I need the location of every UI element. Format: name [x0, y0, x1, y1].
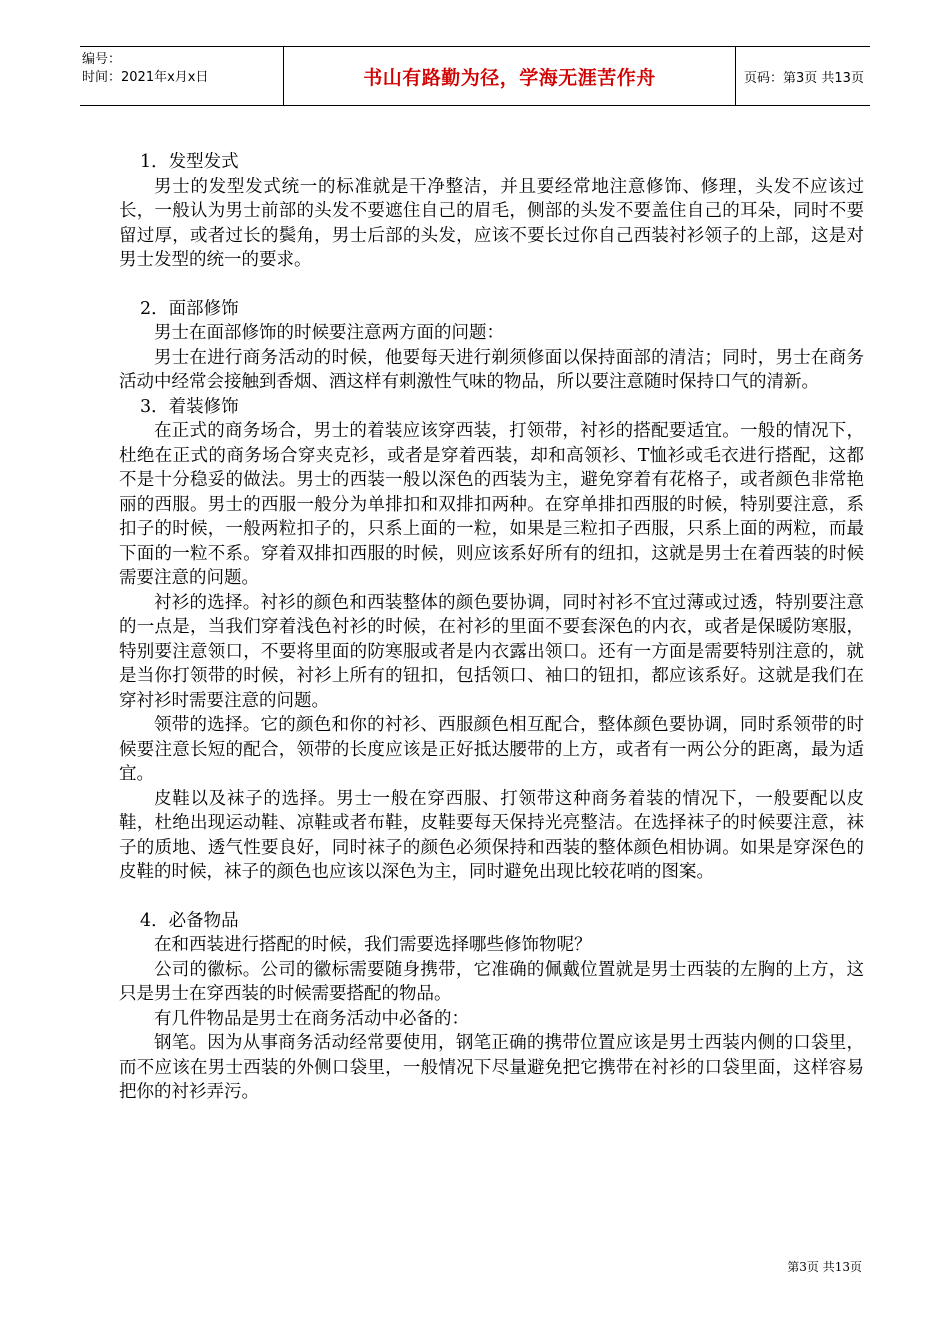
header-motto: 书山有路勤为径，学海无涯苦作舟	[284, 47, 736, 105]
page-footer: 第3页 共13页	[787, 1260, 862, 1274]
section-heading: 3．着装修饰	[140, 396, 239, 417]
paragraph-gap	[119, 273, 864, 297]
paragraph: 皮鞋以及袜子的选择。男士一般在穿西服、打领带这种商务着装的情况下，一般要配以皮鞋，杜绝出现运动鞋、凉鞋或者布鞋，皮鞋要每天保持光亮整洁。在选择袜子的时候要注意，袜子的质地、透气性要良好，同时袜子的颜色必须保持和西装的整体颜色相协调。如果是穿深色的皮鞋的时候，袜子的颜色也应该以深色为主，同时避免出现比较花哨的图案。	[119, 788, 864, 882]
paragraph: 有几件物品是男士在商务活动中必备的：	[154, 1008, 469, 1029]
paragraph: 男士的发型发式统一的标准就是干净整洁，并且要经常地注意修饰、修理，头发不应该过长，一般认为男士前部的头发不要遮住自己的眉毛，侧部的头发不要盖住自己的耳朵，同时不要留过厚，或者过长的鬓角，男士后部的头发，应该不要长过你自己西装衬衫领子的上部，这是对男士发型的统一的要求。	[119, 176, 864, 270]
section-heading: 4．必备物品	[140, 910, 239, 931]
paragraph: 在正式的商务场合，男士的着装应该穿西装，打领带，衬衫的搭配要适宜。一般的情况下，杜绝在正式的商务场合穿夹克衫，或者是穿着西装，却和高领衫、T恤衫或毛衣进行搭配，这都不是十分稳妥的做法。男士的西装一般以深色的西装为主，避免穿着有花格子，或者颜色非常艳丽的西服。男士的西服一般分为单排扣和双排扣两种。在穿单排扣西服的时候，特别要注意，系扣子的时候，一般两粒扣子的，只系上面的一粒，如果是三粒扣子西服，只系上面的两粒，而最下面的一粒不系。穿着双排扣西服的时候，则应该系好所有的纽扣，这就是男士在着西装的时候需要注意的问题。	[119, 421, 864, 588]
document-time-label: 时间：2021年x月x日	[82, 70, 209, 85]
paragraph: 男士在面部修饰的时候要注意两方面的问题：	[154, 323, 504, 343]
header-meta	[80, 47, 284, 105]
paragraph: 在和西装进行搭配的时候，我们需要选择哪些修饰物呢？	[154, 935, 592, 955]
paragraph: 公司的徽标。公司的徽标需要随身携带，它准确的佩戴位置就是男士西装的左胸的上方，这只是男士在穿西装的时候需要搭配的物品。	[119, 959, 864, 1004]
paragraph: 钢笔。因为从事商务活动经常要使用，钢笔正确的携带位置应该是男士西装内侧的口袋里，而不应该在男士西装的外侧口袋里，一般情况下尽量避免把它携带在衬衫的口袋里面，这样容易把你的衬衫弄污。	[119, 1033, 864, 1102]
paragraph: 男士在进行商务活动的时候，他要每天进行剃须修面以保持面部的清洁；同时，男士在商务活动中经常会接触到香烟、酒这样有刺激性气味的物品，所以要注意随时保持口气的清新。	[119, 347, 864, 392]
page-header	[80, 46, 870, 106]
section-heading: 2．面部修饰	[140, 298, 239, 319]
section-heading: 1．发型发式	[140, 152, 239, 172]
paragraph: 领带的选择。它的颜色和你的衬衫、西服颜色相互配合，整体颜色要协调，同时系领带的时候要注意长短的配合，领带的长度应该是正好抵达腰带的上方，或者有一两公分的距离，最为适宜。	[119, 715, 864, 784]
paragraph-gap	[119, 885, 864, 909]
paragraph: 衬衫的选择。衬衫的颜色和西装整体的颜色要协调，同时衬衫不宜过薄或过透，特别要注意的一点是，当我们穿着浅色衬衫的时候，在衬衫的里面不要套深色的内衣，或者是保暖防寒服，特别要注意领口，不要将里面的防寒服或者是内衣露出领口。还有一方面是需要特别注意的，就是当你打领带的时候，衬衫上所有的钮扣，包括领口、袖口的钮扣，都应该系好。这就是我们在穿衬衫时需要注意的问题。	[119, 592, 864, 711]
document-body	[119, 150, 864, 1105]
document-number-label: 编号：	[82, 52, 122, 67]
header-page-label: 页码：第3页 共13页	[744, 70, 864, 86]
